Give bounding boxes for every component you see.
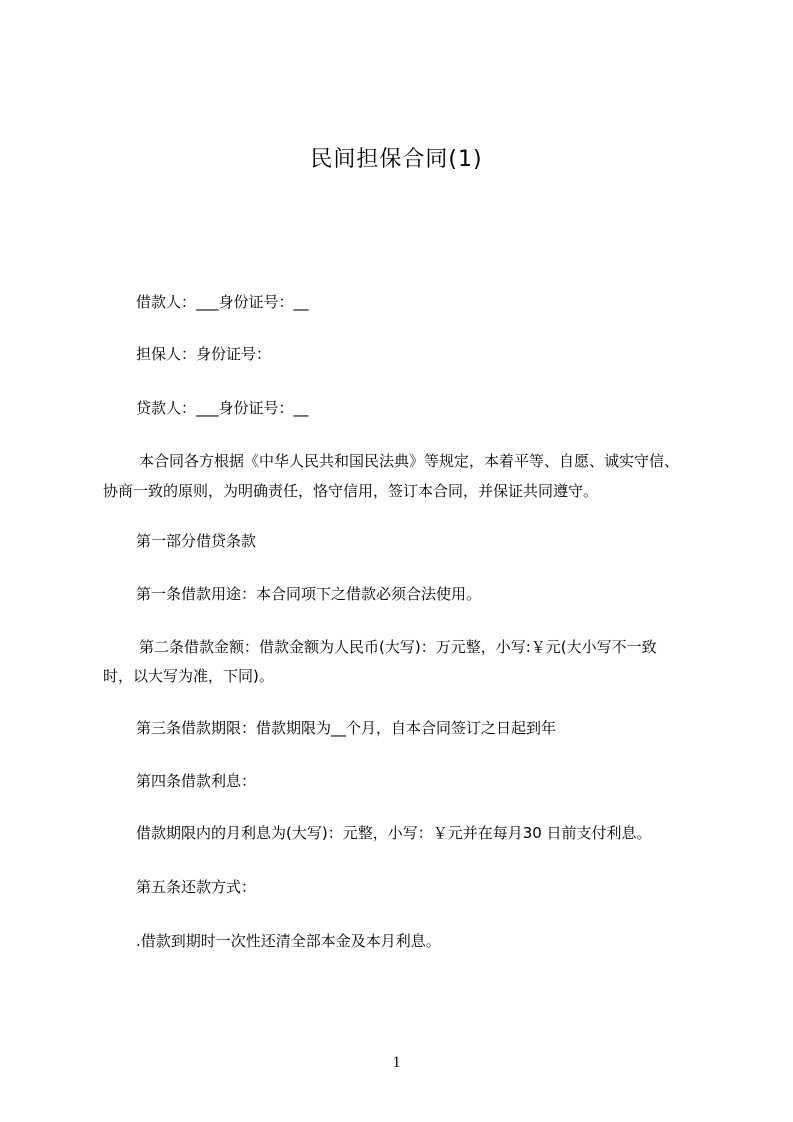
article-3: 第三条借款期限：借款期限为__个月，自本合同签订之日起到年 (136, 719, 557, 737)
article-2-line-2: 时，以大写为准，下同)。 (103, 667, 274, 685)
preamble-line-1: 本合同各方根据《中华人民共和国民法典》等规定，本着平等、自愿、诚实守信、 (139, 452, 680, 470)
page-number: 1 (392, 1054, 401, 1071)
repayment-line: .借款到期时一次性还清全部本金及本月利息。 (136, 932, 441, 950)
article-5: 第五条还款方式： (136, 878, 257, 896)
article-1: 第一条借款用途：本合同项下之借款必须合法使用。 (136, 585, 482, 603)
guarantor-line: 担保人：身份证号： (136, 345, 272, 363)
preamble-line-2: 协商一致的原则，为明确责任，恪守信用，签订本合同，并保证共同遵守。 (103, 482, 599, 500)
interest-line: 借款期限内的月利息为(大写)：元整，小写：￥元并在每月30 日前支付利息。 (136, 824, 652, 842)
document-title: 民间担保合同(1) (310, 147, 483, 172)
part-one-heading: 第一部分借贷条款 (136, 532, 257, 550)
borrower-line: 借款人：___身份证号：__ (136, 293, 309, 311)
article-4: 第四条借款利息： (136, 772, 257, 790)
lender-line: 贷款人：___身份证号：__ (136, 399, 309, 417)
article-2-line-1: 第二条借款金额：借款金额为人民币(大写)：万元整，小写:￥元(大小写不一致 (139, 638, 657, 656)
